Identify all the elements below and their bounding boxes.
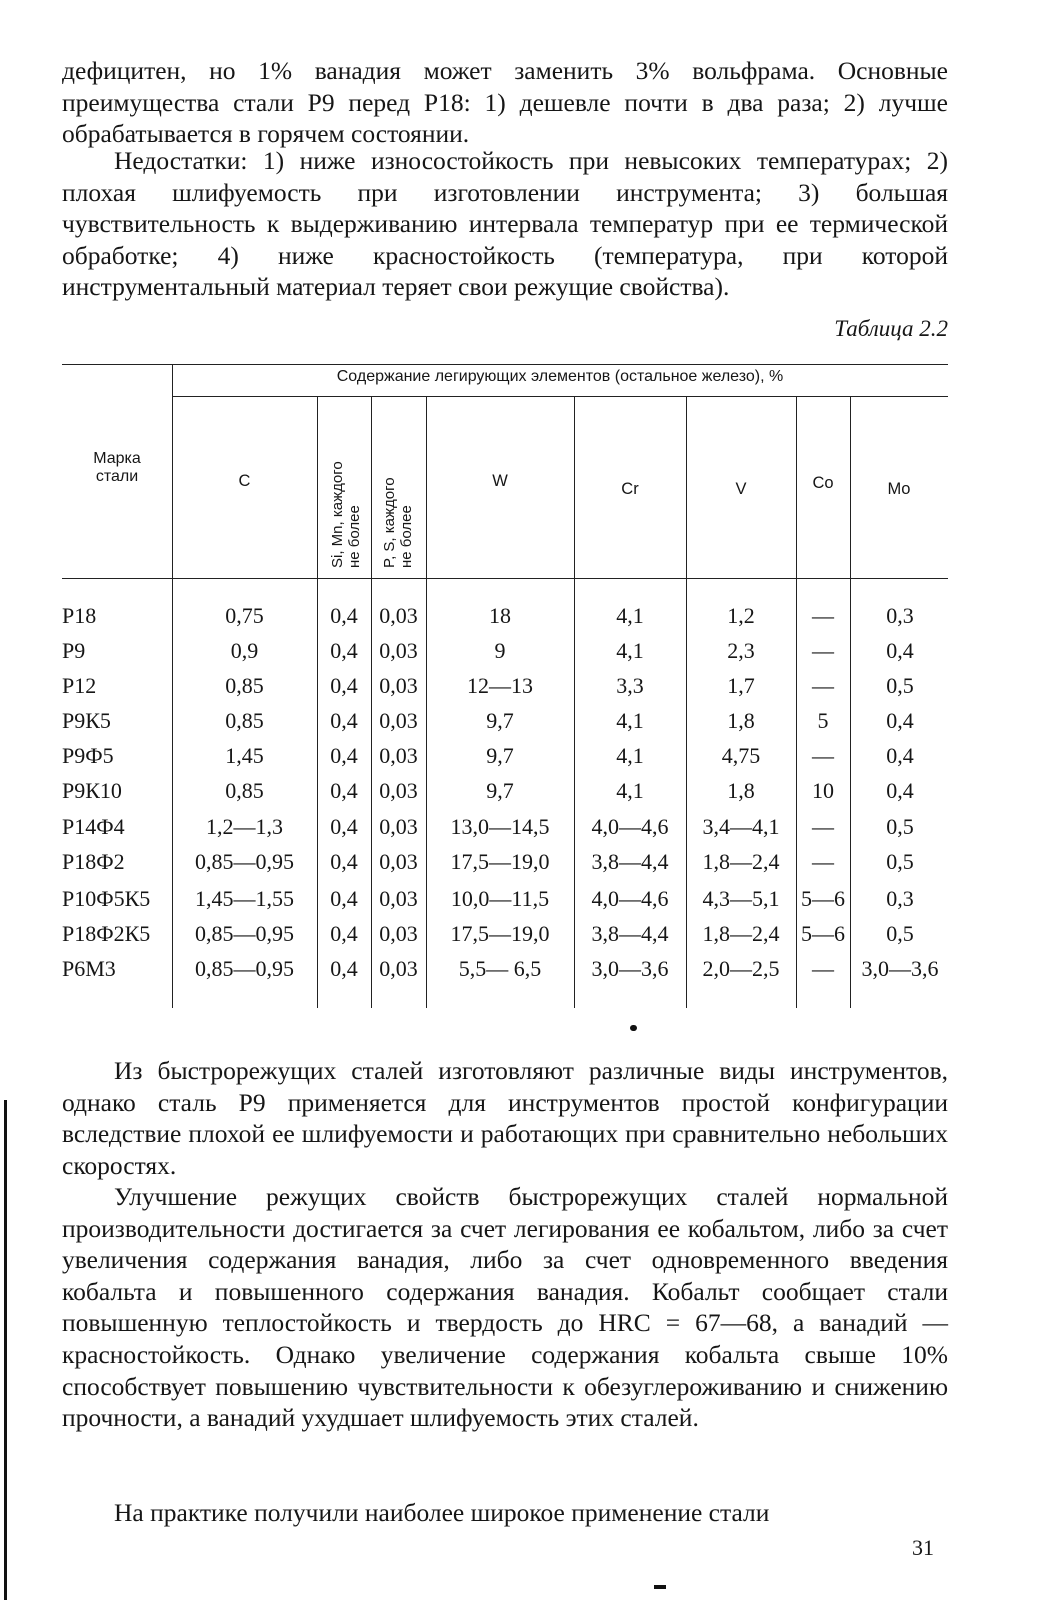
cell-cr: 4,1 [616,708,644,733]
cell-cr: 4,1 [616,638,644,663]
cell-w: 10,0—11,5 [450,886,550,911]
cell-si-mn: 0,4 [330,743,358,768]
cell-p-s: 0,03 [379,921,418,946]
cell-w: 13,0—14,5 [450,814,550,839]
header-cr: Cr [621,480,639,498]
cell-si-mn: 0,4 [330,886,358,911]
cell-si-mn: 0,4 [330,603,358,628]
cell-c: 0,85—0,95 [195,921,294,946]
cell-v: 1,8 [727,778,755,803]
cell-cr: 4,1 [616,778,644,803]
cell-mo: 0,3 [886,603,914,628]
header-co: Co [812,474,834,492]
cell-w: 9,7 [486,778,514,803]
table-top-rule [62,364,948,365]
table-row [0,849,1061,884]
column-divider [426,396,427,1008]
cell-grade: Р9Ф5 [62,743,114,768]
cell-mo: 0,5 [886,814,914,839]
cell-co: — [812,956,834,981]
cell-c: 0,85—0,95 [195,849,294,874]
cell-v: 2,0—2,5 [702,956,780,981]
cell-v: 4,75 [721,743,761,768]
cell-si-mn: 0,4 [330,814,358,839]
header-bottom-rule [62,578,948,579]
scan-speck [654,1585,666,1589]
table-row [0,603,1061,638]
cell-co: 5—6 [801,921,845,946]
cell-c: 0,85 [225,778,264,803]
cell-mo: 0,4 [886,708,914,733]
cell-mo: 0,4 [886,743,914,768]
cell-v: 4,3—5,1 [702,886,780,911]
paragraph-5: На практике получили наиболее широкое применение стали [114,1498,770,1527]
group-header: Содержание легирующих элементов (остальное железо), % [336,368,784,385]
cell-w: 9 [494,638,506,663]
cell-mo: 0,5 [886,673,914,698]
page-number: 31 [912,1535,934,1560]
header-v: V [735,480,747,498]
cell-c: 0,85—0,95 [195,956,294,981]
column-divider [686,396,687,1008]
cell-co: 10 [812,778,834,803]
cell-v: 1,8 [727,708,755,733]
column-divider [574,396,575,1008]
table-row [0,921,1061,956]
table-row [0,814,1061,849]
cell-v: 2,3 [727,638,755,663]
cell-w: 17,5—19,0 [450,849,550,874]
cell-c: 0,85 [225,708,264,733]
paragraph-2: Недостатки: 1) ниже износостойкость при невысоких температурах; 2) плохая шлифуемость при изготовлении инструмента; 3) большая чувствительность к выдерживанию интервала температур при ее термической обработке; 4) ниже красностойкость (температура, при которой инструментальный материал теряет свои режущие свойства). [62,146,948,302]
header-w: W [492,472,508,490]
group-header-rule [172,396,948,397]
cell-co: — [812,814,834,839]
table-row [0,673,1061,708]
cell-co: — [812,743,834,768]
cell-si-mn: 0,4 [330,849,358,874]
paragraph-3: Из быстрорежущих сталей изготовляют различные виды инструментов, однако сталь Р9 применяется для инструментов простой конфигурации вследствие плохой ее шлифуемости и работающих при сравнительно небольших скоростях. [62,1056,948,1180]
header-mo: Mo [887,480,911,498]
paragraph-4: Улучшение режущих свойств быстрорежущих сталей нормальной производительности достигается за счет легирования ее кобальтом, либо за счет увеличения содержания ванадия, либо за счет одновременного введения кобальта и повышенного содержания ванадия. Кобальт сообщает стали повышенную теплостойкость и твердость до HRC = 67—68, а ванадий — красностойкость. Однако увеличение содержания кобальта свыше 10% способствует повышению чувствительности к обезуглероживанию и снижению прочности, а ванадий ухудшает шлифуемость этих сталей. [62,1182,948,1433]
table-caption: Таблица 2.2 [834,316,948,341]
cell-si-mn: 0,4 [330,778,358,803]
cell-si-mn: 0,4 [330,956,358,981]
cell-co: 5—6 [801,886,845,911]
cell-p-s: 0,03 [379,673,418,698]
cell-grade: Р18Ф2К5 [62,921,151,946]
table-row [0,743,1061,778]
cell-grade: Р9К10 [62,778,122,803]
scan-speck [630,1025,637,1031]
cell-p-s: 0,03 [379,814,418,839]
header-si-mn: Si, Mn, каждого не более [329,461,363,568]
cell-p-s: 0,03 [379,886,418,911]
cell-grade: Р9 [62,638,86,663]
cell-w: 5,5— 6,5 [458,956,542,981]
grade-header: Марка стали [93,450,141,485]
cell-v: 1,2 [727,603,755,628]
cell-mo: 0,4 [886,638,914,663]
table-row [0,708,1061,743]
cell-mo: 0,5 [886,849,914,874]
cell-v: 1,8—2,4 [702,921,780,946]
table-row [0,778,1061,813]
column-divider [796,396,797,1008]
cell-p-s: 0,03 [379,603,418,628]
cell-grade: Р18 [62,603,97,628]
cell-c: 0,9 [230,638,259,663]
table-row [0,886,1061,921]
cell-cr: 3,3 [616,673,644,698]
scan-edge-line [4,1100,7,1600]
cell-w: 9,7 [486,708,514,733]
cell-w: 18 [489,603,511,628]
cell-si-mn: 0,4 [330,921,358,946]
column-divider [850,396,851,1008]
cell-cr: 4,1 [616,603,644,628]
cell-grade: Р14Ф4 [62,814,125,839]
cell-w: 17,5—19,0 [450,921,550,946]
header-p-s: P, S, каждого не более [381,477,415,568]
cell-si-mn: 0,4 [330,673,358,698]
cell-mo: 0,4 [886,778,914,803]
column-divider [172,364,173,1008]
cell-p-s: 0,03 [379,778,418,803]
cell-co: — [812,673,834,698]
cell-c: 1,45—1,55 [195,886,294,911]
cell-p-s: 0,03 [379,708,418,733]
table-row [0,638,1061,673]
cell-mo: 0,3 [886,886,914,911]
header-c: C [238,472,251,490]
cell-cr: 3,8—4,4 [591,849,669,874]
cell-grade: Р18Ф2 [62,849,125,874]
cell-v: 3,4—4,1 [702,814,780,839]
cell-grade: Р6М3 [62,956,116,981]
cell-w: 9,7 [486,743,514,768]
cell-mo: 3,0—3,6 [861,956,939,981]
cell-c: 1,45 [225,743,264,768]
cell-c: 1,2—1,3 [206,814,283,839]
cell-co: — [812,849,834,874]
cell-p-s: 0,03 [379,638,418,663]
column-divider [317,396,318,1008]
cell-p-s: 0,03 [379,956,418,981]
cell-co: 5 [817,708,829,733]
cell-si-mn: 0,4 [330,638,358,663]
table-row [0,956,1061,991]
cell-grade: Р10Ф5К5 [62,886,151,911]
cell-grade: Р12 [62,673,97,698]
cell-c: 0,75 [225,603,264,628]
cell-c: 0,85 [225,673,264,698]
paragraph-1: дефицитен, но 1% ванадия может заменить 3% вольфрама. Основные преимущества стали Р9 перед Р18: 1) дешевле почти в два раза; 2) лучше обрабатывается в горячем состоянии. [62,56,948,149]
cell-cr: 4,1 [616,743,644,768]
cell-cr: 4,0—4,6 [591,886,669,911]
cell-co: — [812,603,834,628]
cell-p-s: 0,03 [379,743,418,768]
cell-cr: 4,0—4,6 [591,814,669,839]
cell-p-s: 0,03 [379,849,418,874]
cell-si-mn: 0,4 [330,708,358,733]
cell-grade: Р9К5 [62,708,111,733]
cell-co: — [812,638,834,663]
column-divider [371,396,372,1008]
cell-cr: 3,8—4,4 [591,921,669,946]
cell-w: 12—13 [467,673,533,698]
cell-v: 1,7 [727,673,755,698]
cell-v: 1,8—2,4 [702,849,780,874]
cell-mo: 0,5 [886,921,914,946]
cell-cr: 3,0—3,6 [591,956,669,981]
